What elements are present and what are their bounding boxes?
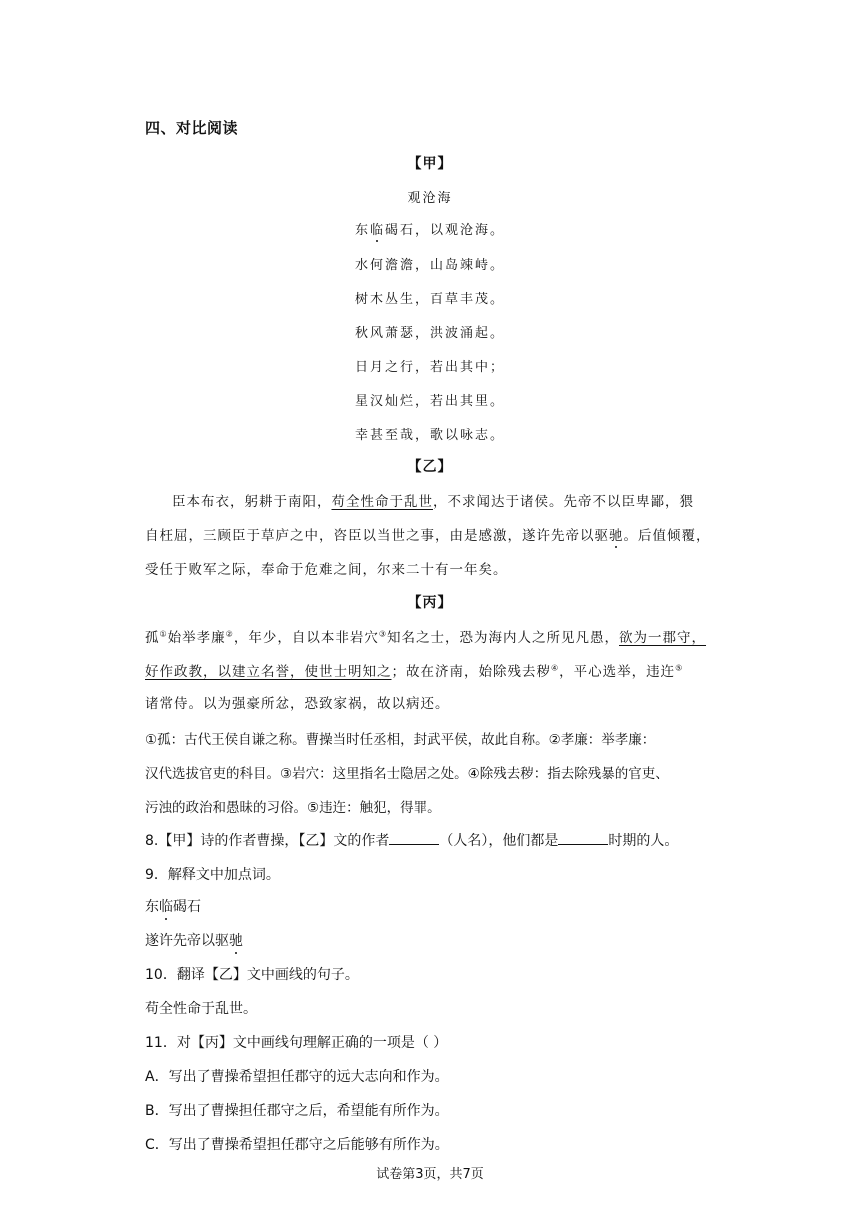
underlined-sentence: 欲为一郡守， xyxy=(619,630,707,646)
poem-line-7: 幸甚至哉，歌以咏志。 xyxy=(354,428,505,443)
page-footer: 试卷第3页，共7页 xyxy=(376,1167,484,1182)
question-11-option-c[interactable]: C．写出了曹操希望担任郡守之后能够有所作为。 xyxy=(145,1137,449,1153)
poem-title: 观沧海 xyxy=(407,191,453,206)
note-line-1: ①孤：古代王侯自谦之称。曹操当时任丞相，封武平侯，故此自称。②孝廉：举孝廉： xyxy=(145,732,656,748)
poem-line-2: 水何澹澹，山岛竦峙。 xyxy=(354,258,505,273)
question-10: 10．翻译【乙】文中画线的句子。 xyxy=(145,967,359,983)
question-9-item-2: 遂许先帝以驱驰 xyxy=(145,930,745,950)
yi-line-2: 自枉屈，三顾臣于草庐之中，咨臣以当世之事，由是感激，遂许先帝以驱驰。后值倾覆， xyxy=(145,524,720,544)
question-11: 11．对【丙】文中画线句理解正确的一项是（ ） xyxy=(145,1035,448,1051)
question-11-option-b[interactable]: B．写出了曹操担任郡守之后，希望能有所作为。 xyxy=(145,1103,449,1119)
poem-line-5: 日月之行，若出其中； xyxy=(354,360,505,375)
passage-yi-label: 【乙】 xyxy=(407,459,453,475)
question-11-option-a[interactable]: A．写出了曹操希望担任郡守的远大志向和作为。 xyxy=(145,1069,449,1085)
poem-line-3: 树木丛生，百草丰茂。 xyxy=(354,292,505,307)
question-8: 8.【甲】诗的作者曹操，【乙】文的作者 （人名），他们都是 时期的人。 xyxy=(145,833,679,849)
poem-line-6: 星汉灿烂，若出其里。 xyxy=(354,394,505,409)
question-10-item-1: 苟全性命于乱世。 xyxy=(145,1001,257,1017)
question-9-item-1: 东临碣石 xyxy=(145,896,745,916)
dotted-word: 临 xyxy=(159,896,173,916)
passage-jia-label: 【甲】 xyxy=(407,156,453,172)
bing-line-2: 好作政教，以建立名誉，使世士明知之；故在济南，始除残去秽④，平心选举，违迕⑤ xyxy=(145,663,684,680)
section-title: 四、对比阅读 xyxy=(145,119,239,137)
dotted-word: 临 xyxy=(370,219,385,238)
poem-line-4: 秋风萧瑟，洪波涌起。 xyxy=(354,326,505,341)
underlined-sentence: 苟全性命于乱世 xyxy=(331,494,433,510)
yi-line-1: 臣本布衣，躬耕于南阳，苟全性命于乱世，不求闻达于诸侯。先帝不以臣卑鄙，猥 xyxy=(172,494,694,510)
yi-line-3: 受任于败军之际，奉命于危难之间，尔来二十有一年矣。 xyxy=(145,562,508,578)
bing-line-1: 孤①始举孝廉②，年少，自以本非岩穴③知名之士，恐为海内人之所见凡愚，欲为一郡守， xyxy=(145,629,707,646)
bing-line-3: 诸常侍。以为强豪所忿，恐致家祸，故以病还。 xyxy=(145,696,450,712)
answer-blank[interactable] xyxy=(389,832,439,845)
dotted-word: 驰 xyxy=(229,930,243,950)
question-9: 9．解释文中加点词。 xyxy=(145,867,280,883)
passage-bing-label: 【丙】 xyxy=(407,595,453,611)
note-line-3: 污浊的政治和愚昧的习俗。⑤违迕：触犯，得罪。 xyxy=(145,800,441,816)
answer-blank[interactable] xyxy=(558,832,608,845)
note-line-2: 汉代选拔官吏的科目。③岩穴：这里指名士隐居之处。④除残去秽：指去除残暴的官吏、 xyxy=(145,766,669,782)
underlined-sentence: 好作政教，以建立名誉，使世士明知之 xyxy=(145,664,392,680)
poem-line-1: 东临碣石，以观沧海。 xyxy=(0,219,860,238)
dotted-word: 驰 xyxy=(609,524,624,544)
